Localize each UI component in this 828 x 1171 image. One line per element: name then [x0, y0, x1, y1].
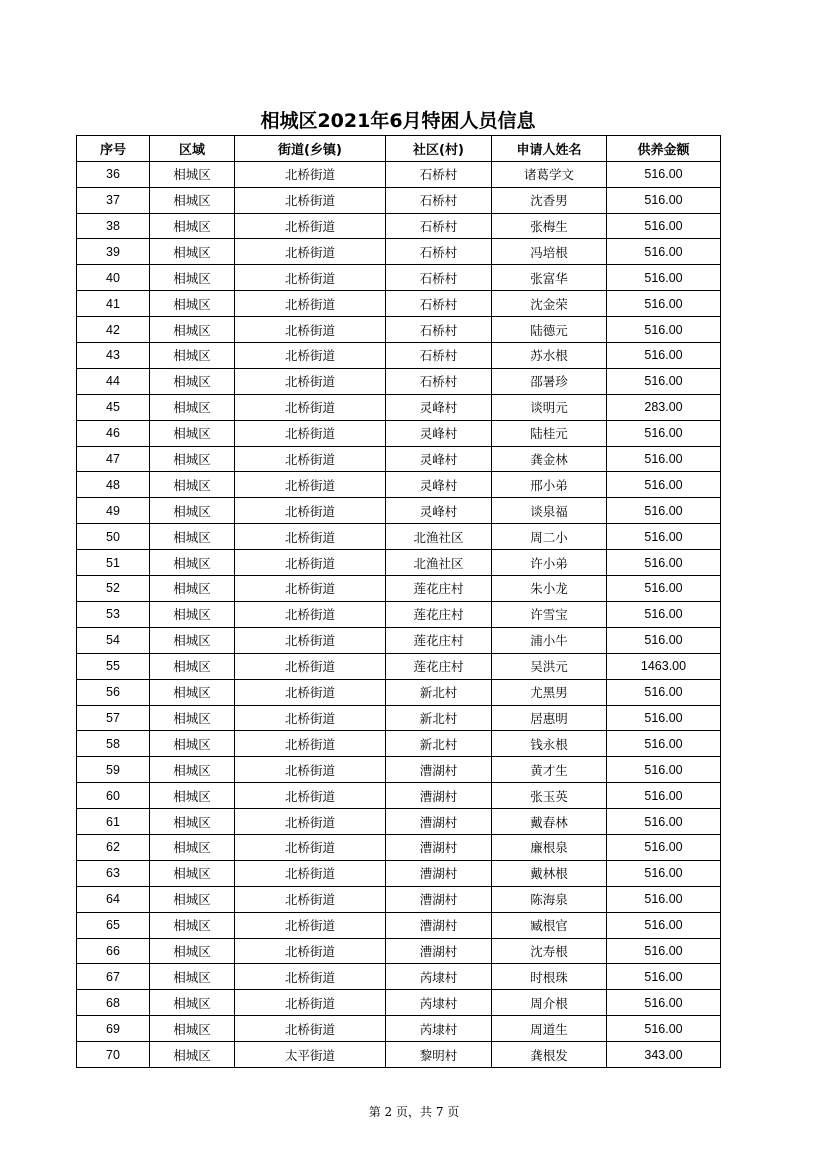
- row-amount: 516.00: [607, 1016, 721, 1042]
- row-applicant: 居惠明: [492, 705, 607, 731]
- row-region: 相城区: [150, 576, 235, 602]
- row-street: 北桥街道: [235, 783, 386, 809]
- row-community: 芮埭村: [386, 1016, 492, 1042]
- row-street: 北桥街道: [235, 213, 386, 239]
- row-applicant: 周介根: [492, 990, 607, 1016]
- row-index: 44: [77, 368, 150, 394]
- row-index: 41: [77, 291, 150, 317]
- row-index: 66: [77, 938, 150, 964]
- row-region: 相城区: [150, 886, 235, 912]
- row-applicant: 龚根发: [492, 1042, 607, 1068]
- row-applicant: 诸葛学文: [492, 161, 607, 187]
- row-street: 北桥街道: [235, 757, 386, 783]
- row-region: 相城区: [150, 394, 235, 420]
- table-row: [77, 679, 721, 705]
- row-index: 53: [77, 601, 150, 627]
- row-street: 北桥街道: [235, 187, 386, 213]
- row-applicant: 谈泉福: [492, 498, 607, 524]
- row-amount: 516.00: [607, 550, 721, 576]
- row-applicant: 龚金林: [492, 446, 607, 472]
- row-street: 北桥街道: [235, 291, 386, 317]
- row-amount: 516.00: [607, 990, 721, 1016]
- table-row: [77, 964, 721, 990]
- table-row: [77, 705, 721, 731]
- row-street: 北桥街道: [235, 731, 386, 757]
- row-amount: 516.00: [607, 886, 721, 912]
- row-region: 相城区: [150, 343, 235, 369]
- row-street: 北桥街道: [235, 1016, 386, 1042]
- row-amount: 516.00: [607, 834, 721, 860]
- row-applicant: 吴洪元: [492, 653, 607, 679]
- row-region: 相城区: [150, 161, 235, 187]
- row-street: 太平街道: [235, 1042, 386, 1068]
- row-amount: 516.00: [607, 265, 721, 291]
- table-row: [77, 886, 721, 912]
- row-community: 灵峰村: [386, 420, 492, 446]
- row-street: 北桥街道: [235, 472, 386, 498]
- row-applicant: 陈海泉: [492, 886, 607, 912]
- row-index: 65: [77, 912, 150, 938]
- row-applicant: 戴林根: [492, 860, 607, 886]
- row-applicant: 戴春林: [492, 809, 607, 835]
- records-table: [76, 135, 721, 1068]
- row-region: 相城区: [150, 524, 235, 550]
- row-index: 39: [77, 239, 150, 265]
- row-amount: 516.00: [607, 420, 721, 446]
- row-amount: 283.00: [607, 394, 721, 420]
- row-applicant: 尤黑男: [492, 679, 607, 705]
- row-index: 45: [77, 394, 150, 420]
- row-index: 48: [77, 472, 150, 498]
- row-applicant: 谈明元: [492, 394, 607, 420]
- row-community: 石桥村: [386, 343, 492, 369]
- table-row: [77, 990, 721, 1016]
- row-amount: 516.00: [607, 912, 721, 938]
- row-street: 北桥街道: [235, 317, 386, 343]
- row-region: 相城区: [150, 679, 235, 705]
- row-region: 相城区: [150, 860, 235, 886]
- row-community: 漕湖村: [386, 783, 492, 809]
- table-row: [77, 653, 721, 679]
- table-row: [77, 601, 721, 627]
- row-amount: 516.00: [607, 705, 721, 731]
- row-region: 相城区: [150, 446, 235, 472]
- row-street: 北桥街道: [235, 834, 386, 860]
- row-street: 北桥街道: [235, 601, 386, 627]
- header-index: 序号: [77, 136, 150, 162]
- row-street: 北桥街道: [235, 964, 386, 990]
- row-region: 相城区: [150, 239, 235, 265]
- row-amount: 516.00: [607, 239, 721, 265]
- table-row: [77, 446, 721, 472]
- row-community: 灵峰村: [386, 394, 492, 420]
- row-applicant: 邢小弟: [492, 472, 607, 498]
- row-applicant: 张梅生: [492, 213, 607, 239]
- row-amount: 516.00: [607, 343, 721, 369]
- row-community: 石桥村: [386, 368, 492, 394]
- table-row: [77, 731, 721, 757]
- row-region: 相城区: [150, 783, 235, 809]
- table-row: [77, 550, 721, 576]
- row-community: 北渔社区: [386, 524, 492, 550]
- row-index: 36: [77, 161, 150, 187]
- row-region: 相城区: [150, 705, 235, 731]
- row-applicant: 陆桂元: [492, 420, 607, 446]
- row-community: 芮埭村: [386, 990, 492, 1016]
- row-index: 51: [77, 550, 150, 576]
- row-index: 60: [77, 783, 150, 809]
- row-applicant: 沈香男: [492, 187, 607, 213]
- row-amount: 516.00: [607, 601, 721, 627]
- row-region: 相城区: [150, 420, 235, 446]
- row-applicant: 许雪宝: [492, 601, 607, 627]
- row-community: 石桥村: [386, 213, 492, 239]
- header-region: 区域: [150, 136, 235, 162]
- row-amount: 516.00: [607, 524, 721, 550]
- row-amount: 516.00: [607, 187, 721, 213]
- row-amount: 516.00: [607, 576, 721, 602]
- row-street: 北桥街道: [235, 524, 386, 550]
- row-community: 莲花庄村: [386, 601, 492, 627]
- table-row: [77, 834, 721, 860]
- row-community: 石桥村: [386, 239, 492, 265]
- row-street: 北桥街道: [235, 679, 386, 705]
- table-row: [77, 912, 721, 938]
- row-index: 57: [77, 705, 150, 731]
- table-row: [77, 368, 721, 394]
- table-row: [77, 498, 721, 524]
- row-region: 相城区: [150, 368, 235, 394]
- row-index: 37: [77, 187, 150, 213]
- row-amount: 516.00: [607, 938, 721, 964]
- row-index: 52: [77, 576, 150, 602]
- table-row: [77, 524, 721, 550]
- row-community: 漕湖村: [386, 834, 492, 860]
- table-row: [77, 576, 721, 602]
- row-region: 相城区: [150, 757, 235, 783]
- row-index: 67: [77, 964, 150, 990]
- row-amount: 516.00: [607, 368, 721, 394]
- row-community: 石桥村: [386, 187, 492, 213]
- table-row: [77, 420, 721, 446]
- row-applicant: 廉根泉: [492, 834, 607, 860]
- row-applicant: 周二小: [492, 524, 607, 550]
- row-applicant: 张富华: [492, 265, 607, 291]
- row-street: 北桥街道: [235, 938, 386, 964]
- row-applicant: 周道生: [492, 1016, 607, 1042]
- row-amount: 516.00: [607, 446, 721, 472]
- table-row: [77, 187, 721, 213]
- row-index: 58: [77, 731, 150, 757]
- table-row: [77, 860, 721, 886]
- row-index: 69: [77, 1016, 150, 1042]
- row-amount: 516.00: [607, 627, 721, 653]
- row-region: 相城区: [150, 187, 235, 213]
- row-region: 相城区: [150, 1016, 235, 1042]
- row-amount: 516.00: [607, 291, 721, 317]
- row-applicant: 钱永根: [492, 731, 607, 757]
- row-index: 55: [77, 653, 150, 679]
- row-amount: 516.00: [607, 161, 721, 187]
- row-index: 50: [77, 524, 150, 550]
- row-region: 相城区: [150, 938, 235, 964]
- header-street: 街道(乡镇): [235, 136, 386, 162]
- row-index: 68: [77, 990, 150, 1016]
- row-region: 相城区: [150, 317, 235, 343]
- row-amount: 343.00: [607, 1042, 721, 1068]
- row-street: 北桥街道: [235, 860, 386, 886]
- row-region: 相城区: [150, 912, 235, 938]
- row-community: 石桥村: [386, 317, 492, 343]
- row-applicant: 浦小牛: [492, 627, 607, 653]
- row-amount: 516.00: [607, 860, 721, 886]
- table-row: [77, 291, 721, 317]
- row-amount: 516.00: [607, 783, 721, 809]
- row-community: 漕湖村: [386, 809, 492, 835]
- row-index: 54: [77, 627, 150, 653]
- table-row: [77, 239, 721, 265]
- row-community: 灵峰村: [386, 446, 492, 472]
- row-applicant: 邵暑珍: [492, 368, 607, 394]
- table-row: [77, 317, 721, 343]
- row-street: 北桥街道: [235, 550, 386, 576]
- row-amount: 516.00: [607, 679, 721, 705]
- row-community: 莲花庄村: [386, 653, 492, 679]
- row-amount: 516.00: [607, 809, 721, 835]
- row-region: 相城区: [150, 809, 235, 835]
- row-region: 相城区: [150, 601, 235, 627]
- row-amount: 1463.00: [607, 653, 721, 679]
- row-applicant: 许小弟: [492, 550, 607, 576]
- row-street: 北桥街道: [235, 705, 386, 731]
- row-applicant: 时根珠: [492, 964, 607, 990]
- row-applicant: 冯培根: [492, 239, 607, 265]
- row-amount: 516.00: [607, 472, 721, 498]
- row-index: 49: [77, 498, 150, 524]
- row-amount: 516.00: [607, 964, 721, 990]
- row-region: 相城区: [150, 498, 235, 524]
- row-index: 46: [77, 420, 150, 446]
- row-community: 石桥村: [386, 291, 492, 317]
- table-header-row: [77, 136, 721, 162]
- table-row: [77, 213, 721, 239]
- row-applicant: 沈寿根: [492, 938, 607, 964]
- row-index: 47: [77, 446, 150, 472]
- row-street: 北桥街道: [235, 420, 386, 446]
- row-index: 64: [77, 886, 150, 912]
- table-row: [77, 472, 721, 498]
- row-community: 石桥村: [386, 265, 492, 291]
- row-street: 北桥街道: [235, 161, 386, 187]
- table-row: [77, 161, 721, 187]
- row-index: 42: [77, 317, 150, 343]
- row-region: 相城区: [150, 213, 235, 239]
- row-region: 相城区: [150, 964, 235, 990]
- header-amount: 供养金额: [607, 136, 721, 162]
- row-community: 新北村: [386, 679, 492, 705]
- row-street: 北桥街道: [235, 239, 386, 265]
- page-footer: 第 2 页，共 7 页: [368, 1105, 460, 1119]
- row-community: 新北村: [386, 731, 492, 757]
- row-index: 62: [77, 834, 150, 860]
- row-region: 相城区: [150, 731, 235, 757]
- table-row: [77, 265, 721, 291]
- row-region: 相城区: [150, 1042, 235, 1068]
- row-applicant: 苏水根: [492, 343, 607, 369]
- header-community: 社区(村): [386, 136, 492, 162]
- row-street: 北桥街道: [235, 912, 386, 938]
- row-community: 漕湖村: [386, 938, 492, 964]
- table-body: [77, 161, 721, 1067]
- row-applicant: 沈金荣: [492, 291, 607, 317]
- row-applicant: 朱小龙: [492, 576, 607, 602]
- row-index: 43: [77, 343, 150, 369]
- row-community: 北渔社区: [386, 550, 492, 576]
- row-region: 相城区: [150, 472, 235, 498]
- row-index: 63: [77, 860, 150, 886]
- row-community: 灵峰村: [386, 498, 492, 524]
- row-applicant: 陆德元: [492, 317, 607, 343]
- row-amount: 516.00: [607, 317, 721, 343]
- row-amount: 516.00: [607, 498, 721, 524]
- row-community: 石桥村: [386, 161, 492, 187]
- row-community: 漕湖村: [386, 912, 492, 938]
- table-row: [77, 783, 721, 809]
- table-row: [77, 809, 721, 835]
- row-community: 漕湖村: [386, 886, 492, 912]
- row-street: 北桥街道: [235, 265, 386, 291]
- row-region: 相城区: [150, 291, 235, 317]
- row-region: 相城区: [150, 653, 235, 679]
- row-street: 北桥街道: [235, 394, 386, 420]
- row-community: 漕湖村: [386, 860, 492, 886]
- row-street: 北桥街道: [235, 627, 386, 653]
- row-street: 北桥街道: [235, 653, 386, 679]
- header-applicant: 申请人姓名: [492, 136, 607, 162]
- row-community: 灵峰村: [386, 472, 492, 498]
- row-street: 北桥街道: [235, 809, 386, 835]
- row-community: 莲花庄村: [386, 576, 492, 602]
- row-amount: 516.00: [607, 213, 721, 239]
- row-index: 70: [77, 1042, 150, 1068]
- row-community: 芮埭村: [386, 964, 492, 990]
- row-region: 相城区: [150, 627, 235, 653]
- row-region: 相城区: [150, 550, 235, 576]
- row-region: 相城区: [150, 834, 235, 860]
- row-community: 新北村: [386, 705, 492, 731]
- row-index: 56: [77, 679, 150, 705]
- row-street: 北桥街道: [235, 446, 386, 472]
- row-applicant: 黄才生: [492, 757, 607, 783]
- row-community: 黎明村: [386, 1042, 492, 1068]
- row-index: 40: [77, 265, 150, 291]
- row-region: 相城区: [150, 990, 235, 1016]
- table-row: [77, 1042, 721, 1068]
- row-street: 北桥街道: [235, 498, 386, 524]
- row-region: 相城区: [150, 265, 235, 291]
- table-row: [77, 343, 721, 369]
- row-index: 61: [77, 809, 150, 835]
- table-row: [77, 757, 721, 783]
- table-row: [77, 394, 721, 420]
- row-applicant: 臧根官: [492, 912, 607, 938]
- row-index: 59: [77, 757, 150, 783]
- table-row: [77, 627, 721, 653]
- row-amount: 516.00: [607, 731, 721, 757]
- table-row: [77, 938, 721, 964]
- row-street: 北桥街道: [235, 990, 386, 1016]
- row-community: 漕湖村: [386, 757, 492, 783]
- row-street: 北桥街道: [235, 343, 386, 369]
- row-applicant: 张玉英: [492, 783, 607, 809]
- row-street: 北桥街道: [235, 886, 386, 912]
- row-index: 38: [77, 213, 150, 239]
- row-community: 莲花庄村: [386, 627, 492, 653]
- row-street: 北桥街道: [235, 368, 386, 394]
- row-amount: 516.00: [607, 757, 721, 783]
- table-row: [77, 1016, 721, 1042]
- page-title: 相城区2021年6月特困人员信息: [260, 110, 536, 132]
- row-street: 北桥街道: [235, 576, 386, 602]
